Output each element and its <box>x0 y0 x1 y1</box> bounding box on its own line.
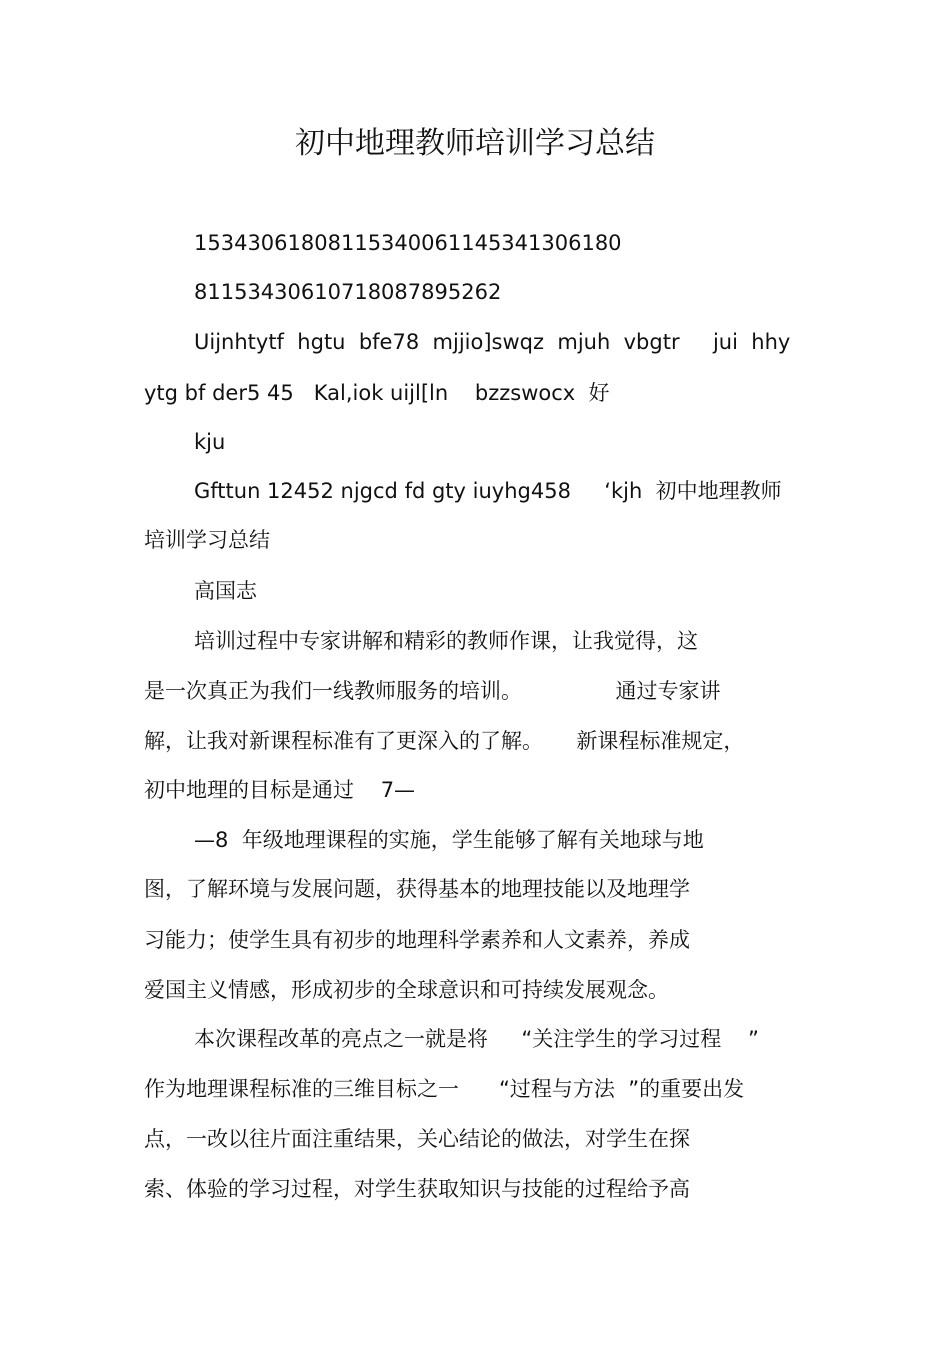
text-line-13: —8 年级地理课程的实施，学生能够了解有关地球与地 <box>194 828 704 852</box>
text-line-7: 培训学习总结 <box>144 528 270 552</box>
text-line-19: 点，一改以往片面注重结果，关心结论的做法，对学生在探 <box>144 1127 690 1151</box>
text-line-14: 图，了解环境与发展问题，获得基本的地理技能以及地理学 <box>144 877 690 901</box>
text-line-11: 解，让我对新课程标准有了更深入的了解。 新课程标准规定， <box>144 729 745 753</box>
author-name: 高国志 <box>194 579 257 603</box>
text-line-3: Uijnhtytf hgtu bfe78 mjjio]swqz mjuh vbgtr jui hhy <box>194 330 791 354</box>
text-line-1: 1534306180811534006114534130618​0 <box>194 231 622 255</box>
text-line-12: 初中地理的目标是通过 7— <box>144 778 416 802</box>
text-line-6: Gfttun 12452 njgcd fd gty iuyhg458 ‘kjh 初中地理教师 <box>194 479 782 503</box>
text-line-20: 索、体验的学习过程，对学生获取知识与技能的过程给予高 <box>144 1177 690 1201</box>
text-line-15: 习能力；使学生具有初步的地理科学素养和人文素养，养成 <box>144 928 690 952</box>
text-line-2: 8115343061071808789526​2 <box>194 280 502 304</box>
text-line-9: 培训过程中专家讲解和精彩的教师作课，让我觉得，这 <box>194 629 698 653</box>
text-line-18: 作为地理课程标准的三维目标之一 “过程与方法 ”的重要出发 <box>144 1077 745 1101</box>
document-title: 初中地理教师培训学习总结 <box>295 126 655 161</box>
text-line-17: 本次课程改革的亮点之一就是将 “关注学生的学习过程 ” <box>194 1027 759 1051</box>
text-line-16: 爱国主义情感，形成初步的全球意识和可持续发展观念。 <box>144 978 669 1002</box>
text-line-4: ytg bf der5 45 Kal,iok uijl[ln bzzswocx 好 <box>144 381 610 405</box>
text-line-5: kju <box>194 430 226 454</box>
text-line-10: 是一次真正为我们一线教师服务的培训。 通过专家讲 <box>144 679 721 703</box>
